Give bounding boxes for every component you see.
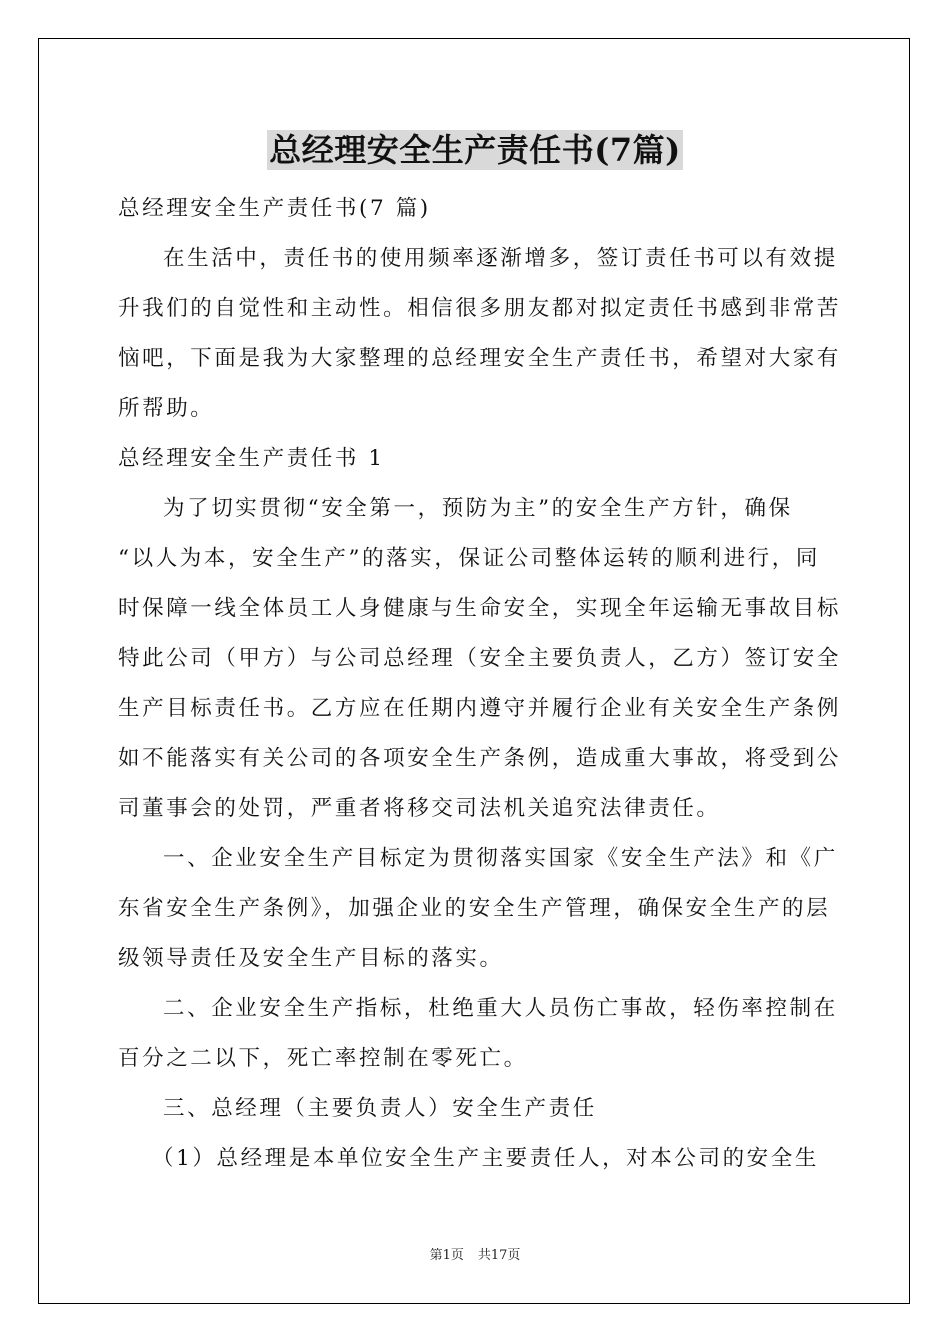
section-heading: 总经理安全生产责任书 1 (118, 446, 385, 471)
title-container (0, 130, 950, 170)
subtitle-line: 总经理安全生产责任书(7 篇) (118, 196, 431, 221)
paragraph-line: 时保障一线全体员工人身健康与生命安全，实现全年运输无事故目标 (118, 596, 842, 621)
paragraph-line: 级领导责任及安全生产目标的落实。 (118, 946, 504, 971)
paragraph-line: （1）总经理是本单位安全生产主要责任人，对本公司的安全生 (152, 1146, 819, 1171)
paragraph-line: 恼吧，下面是我为大家整理的总经理安全生产责任书，希望对大家有 (118, 346, 842, 371)
page-total: 共17页 (477, 1248, 521, 1263)
paragraph-line: 为了切实贯彻“安全第一，预防为主”的安全生产方针，确保 (163, 496, 793, 521)
paragraph-line: 百分之二以下，死亡率控制在零死亡。 (118, 1046, 528, 1071)
paragraph-line: 在生活中，责任书的使用频率逐渐增多，签订责任书可以有效提 (163, 246, 838, 271)
paragraph-line: 升我们的自觉性和主动性。相信很多朋友都对拟定责任书感到非常苦 (118, 296, 842, 321)
document-body (118, 184, 842, 1184)
paragraph-line: “以人为本，安全生产”的落实，保证公司整体运转的顺利进行，同 (118, 546, 820, 571)
paragraph-line: 司董事会的处罚，严重者将移交司法机关追究法律责任。 (118, 796, 721, 821)
page-footer (0, 1244, 950, 1263)
document-title: 总经理安全生产责任书(7篇) (269, 131, 681, 169)
page-number: 第1页 (429, 1248, 464, 1263)
paragraph-line: 东省安全生产条例》，加强企业的安全生产管理，确保安全生产的层 (118, 896, 831, 921)
paragraph-line: 二、企业安全生产指标，杜绝重大人员伤亡事故，轻伤率控制在 (163, 996, 838, 1021)
paragraph-line: 所帮助。 (118, 396, 215, 421)
paragraph-line: 特此公司（甲方）与公司总经理（安全主要负责人，乙方）签订安全 (118, 646, 842, 671)
paragraph-line: 如不能落实有关公司的各项安全生产条例，造成重大事故，将受到公 (118, 746, 842, 771)
paragraph-line: 一、企业安全生产目标定为贯彻落实国家《安全生产法》和《广 (163, 846, 838, 871)
paragraph-line: 三、总经理（主要负责人）安全生产责任 (163, 1096, 597, 1121)
paragraph-line: 生产目标责任书。乙方应在任期内遵守并履行企业有关安全生产条例 (118, 696, 842, 721)
